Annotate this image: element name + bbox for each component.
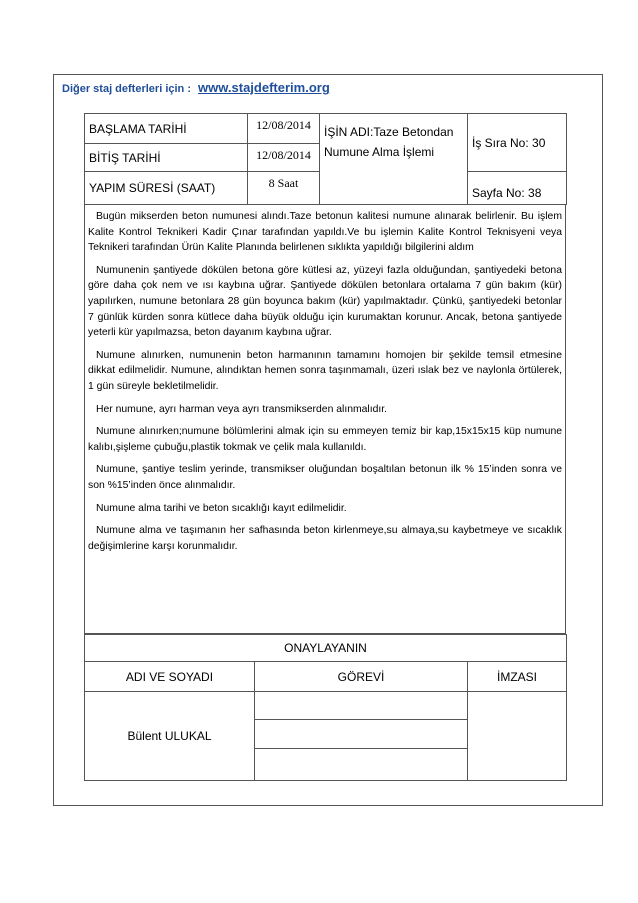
paragraph: Bugün mikserden beton numunesi alındı.Taze betonun kalitesi numune alınarak belirlenir. Bu işlem Kalite Kontrol Teknikeri Kadir Çınar tarafından yapıldı.Ve bu işlemin Kalite Kontrol Teknisyeni veya Teknikeri tarafından Ürün Kalite Planında belirlenen sıklıkta yapıldığı bilgilerini aldım <box>88 211 562 254</box>
paragraph: Numune alma ve taşımanın her safhasında beton kirlenmeye,su almaya,su kaybetmeye ve sıcaklık değişimlerine karşı korunmalıdır. <box>88 525 562 552</box>
approver-name: Bülent ULUKAL <box>85 692 255 781</box>
paragraph: Numune alınırken, numunenin beton harmanının tamamını homojen bir şekilde temsil etmesine dikkat edilmelidir. Numune, alındıktan hemen sonra taşınmamalı, üzeri ıslak bez ve naylonla örtülerek, 1 gün süreyle bekletilmelidir. <box>88 349 562 392</box>
end-date-value: 12/08/2014 <box>248 144 320 172</box>
header-prefix: Diğer staj defterleri için : <box>62 83 191 95</box>
paragraph: Numune alınırken;numune bölümlerini almak için su emmeyen temiz bir kap,15x15x15 küp numune kalıbı,şişleme çubuğu,plastik tokmak ve çelik mala kullanıldı. <box>88 426 562 453</box>
paragraph: Numunenin şantiyede dökülen betona göre kütlesi az, yüzeyi fazla olduğundan, şantiyedeki betona göre daha çok nem ve ısı kaybına uğrar. Şantiyede dökülen betonlara ortalama 7 gün bakım (kür) yapılırken, numune betonlara 28 gün boyunca bakım (kür) yapılmaktadır. Çünkü, şantiyedeki betonlar 7 günlük kürden sonra kütlece daha büyük olduğu için kurumaktan korunur. Ancak, betona şantiyede yeterli kür yapılmazsa, beton dayanım kaybına uğrar. <box>88 264 562 339</box>
sequence-number: İş Sıra No: 30 <box>468 114 567 172</box>
site-link[interactable]: www.stajdefterim.org <box>198 80 330 95</box>
signature-column-header: İMZASI <box>468 662 567 692</box>
signature-cell <box>468 692 567 781</box>
start-date-value: 12/08/2014 <box>248 114 320 144</box>
header-line <box>62 80 330 95</box>
role-cell <box>255 692 468 720</box>
paragraph: Her numune, ayrı harman veya ayrı transmikserden alınmalıdır. <box>96 403 388 415</box>
name-column-header: ADI VE SOYADI <box>85 662 255 692</box>
end-date-label: BİTİŞ TARİHİ <box>85 144 248 172</box>
duration-label: YAPIM SÜRESİ (SAAT) <box>85 172 248 205</box>
role-column-header: GÖREVİ <box>255 662 468 692</box>
start-date-label: BAŞLAMA TARİHİ <box>85 114 248 144</box>
report-body <box>88 209 562 561</box>
role-cell <box>255 749 468 781</box>
job-name: İŞİN ADI:Taze Betondan Numune Alma İşlemi <box>320 114 468 205</box>
page-number: Sayfa No: 38 <box>468 172 567 205</box>
paragraph: Numune, şantiye teslim yerinde, transmikser oluğundan boşaltılan betonun ilk % 15’inden sonra ve son %15’inden önce alınmalıdır. <box>88 464 562 491</box>
info-table <box>84 113 567 205</box>
paragraph: Numune alma tarihi ve beton sıcaklığı kayıt edilmelidir. <box>96 502 347 514</box>
role-cell <box>255 720 468 749</box>
approval-title: ONAYLAYANIN <box>85 635 567 662</box>
duration-value: 8 Saat <box>248 172 320 205</box>
approval-table <box>84 634 567 781</box>
